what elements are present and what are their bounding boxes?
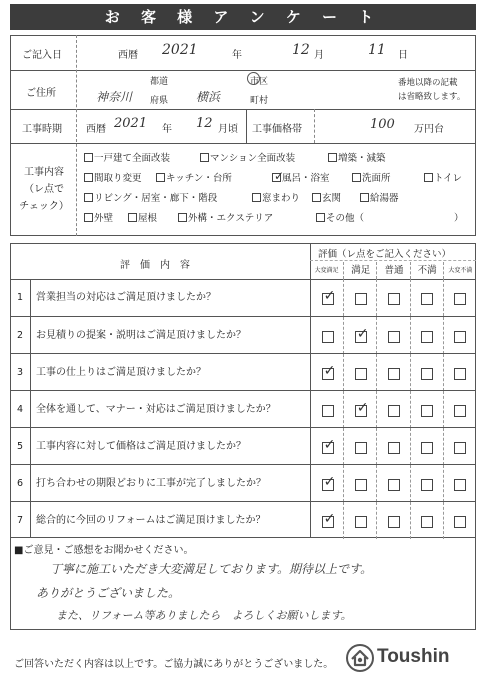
rating-checkbox[interactable] (322, 287, 336, 305)
work-option-label: キッチン・台所 (166, 173, 232, 184)
check-mark-icon: ✓ (323, 436, 336, 453)
date-day-unit: 日 (398, 50, 408, 61)
date-month-unit: 月 (314, 50, 324, 61)
rating-column-header: 不満 (410, 262, 444, 279)
address-pref-bottom: 府県 (150, 96, 169, 106)
work-label: 工事内容 （レ点で チェック） (19, 167, 69, 212)
date-era-label: 西暦 (118, 50, 138, 61)
question-number: 4 (16, 404, 24, 415)
work-option[interactable] (454, 210, 464, 224)
work-option[interactable] (252, 190, 300, 204)
rating-checkbox[interactable] (421, 442, 433, 454)
work-option-checkbox[interactable] (272, 169, 285, 183)
work-option-label: マンション全面改装 (210, 153, 296, 164)
rating-checkbox[interactable] (421, 479, 433, 491)
rating-checkbox[interactable] (388, 331, 400, 343)
rating-checkbox[interactable] (355, 479, 367, 491)
rating-checkbox[interactable] (454, 368, 466, 380)
rating-column-header: 普通 (376, 262, 410, 279)
check-mark-icon: ✓ (323, 473, 336, 490)
rating-column-header: 大変満足 (314, 267, 339, 274)
date-month-value[interactable]: 12 (292, 42, 310, 58)
table-row (10, 464, 476, 501)
rating-column-header: 満足 (343, 262, 377, 279)
work-option-checkbox[interactable] (252, 193, 261, 202)
table-row (10, 501, 476, 538)
rating-header: 評価（レ点をご記入ください） (318, 249, 452, 260)
question-text: 総合的に今回のリフォームはご満足頂けましたか？ (36, 515, 266, 526)
date-year-value[interactable]: 2021 (162, 42, 198, 58)
rating-checkbox[interactable] (421, 405, 433, 417)
question-text: 工事の仕上りはご満足頂けましたか？ (36, 367, 206, 378)
comment-line-1[interactable]: 丁寧に施工いただき大変満足しております。期待以上です。 (50, 562, 373, 576)
address-city-value[interactable]: 横浜 (196, 90, 221, 104)
work-option-label: ） (454, 213, 464, 224)
work-option-label: その他（ (326, 213, 365, 224)
work-option[interactable] (84, 190, 217, 204)
work-option[interactable] (328, 150, 386, 164)
work-option-label: 給湯器 (370, 193, 399, 204)
address-pref-value[interactable]: 神奈川 (96, 90, 133, 104)
price-unit: 万円台 (414, 124, 444, 135)
rating-checkbox[interactable] (355, 516, 367, 528)
rating-checkbox[interactable] (388, 516, 400, 528)
question-text: 全体を通して、マナー・対応はご満足頂けましたか？ (36, 404, 276, 415)
rating-checkbox[interactable] (322, 510, 336, 528)
period-month-unit: 月頃 (218, 124, 238, 135)
rating-checkbox[interactable] (454, 442, 466, 454)
table-row (10, 316, 476, 353)
rating-column-headers (310, 262, 476, 279)
rating-checkbox[interactable] (388, 368, 400, 380)
question-number: 5 (16, 441, 24, 452)
rating-checkbox[interactable] (322, 405, 334, 417)
work-option-label: リビング・居室・廊下・階段 (94, 193, 218, 204)
rating-checkbox[interactable] (421, 516, 433, 528)
question-list (10, 279, 476, 538)
brand-name: Toushin (377, 646, 450, 667)
work-option-label: トイレ (434, 173, 463, 184)
work-option-label: 窓まわり (262, 193, 301, 204)
work-option[interactable] (200, 150, 295, 164)
rating-checkbox[interactable] (454, 331, 466, 343)
work-option-checkbox[interactable] (128, 213, 137, 222)
rating-checkbox[interactable] (454, 405, 466, 417)
work-option-checkbox[interactable] (178, 213, 187, 222)
rating-checkbox[interactable] (322, 473, 336, 491)
question-number: 6 (16, 478, 24, 489)
work-option-checkbox[interactable] (424, 173, 433, 182)
price-value[interactable]: 100 (370, 117, 395, 132)
address-label: ご住所 (26, 88, 56, 99)
address-city-top: 市区 (250, 77, 269, 87)
table-row (10, 427, 476, 464)
work-option-checkbox[interactable] (84, 213, 93, 222)
question-number: 2 (16, 330, 24, 341)
question-text: 営業担当の対応はご満足頂けましたか？ (36, 292, 216, 303)
work-option-label: 外構・エクステリア (188, 213, 274, 224)
work-option[interactable] (316, 210, 364, 224)
rating-checkbox[interactable] (388, 479, 400, 491)
work-option-label: 外壁 (94, 213, 114, 224)
work-option-checkbox[interactable] (84, 173, 93, 182)
work-option[interactable] (424, 170, 462, 184)
rating-checkbox[interactable] (322, 436, 336, 454)
evaluation-header-label: 評 価 内 容 (120, 260, 190, 271)
comment-line-3[interactable]: また、リフォーム等ありましたら よろしくお願いします。 (56, 609, 352, 622)
customer-info-section (10, 35, 476, 236)
work-option-label: 間取り変更 (94, 173, 142, 184)
work-option[interactable] (156, 170, 232, 184)
rating-column-header: 大変不満 (443, 262, 477, 279)
work-option-label: 玄関 (322, 193, 342, 204)
date-label: ご記入日 (22, 50, 62, 61)
comment-line-2[interactable]: ありがとうございました。 (36, 586, 181, 600)
work-option[interactable] (178, 210, 273, 224)
question-number: 1 (16, 292, 24, 303)
rating-checkbox[interactable] (421, 331, 433, 343)
rating-checkbox[interactable] (322, 331, 334, 343)
work-option[interactable] (84, 210, 113, 224)
rating-checkbox[interactable] (388, 293, 400, 305)
work-option-checkbox[interactable] (316, 213, 325, 222)
rating-checkbox[interactable] (421, 368, 433, 380)
work-option[interactable] (352, 170, 391, 184)
work-option-checkbox[interactable] (84, 193, 93, 202)
period-year-unit: 年 (162, 124, 172, 135)
table-row (10, 279, 476, 316)
check-mark-icon: ✓ (356, 399, 369, 416)
rating-checkbox[interactable] (355, 325, 369, 343)
rating-checkbox[interactable] (322, 362, 336, 380)
work-option-checkbox[interactable] (156, 173, 165, 182)
work-option-checkbox[interactable] (200, 153, 209, 162)
price-label: 工事価格帯 (252, 124, 302, 135)
period-year-value[interactable]: 2021 (114, 116, 148, 131)
rating-checkbox[interactable] (421, 293, 433, 305)
check-mark-icon: ✓ (356, 325, 369, 342)
question-text: 工事内容に対して価格はご満足頂けましたか？ (36, 441, 246, 452)
question-text: お見積りの提案・説明はご満足頂けましたか？ (36, 330, 246, 341)
rating-checkbox[interactable] (355, 399, 369, 417)
work-option[interactable] (312, 190, 341, 204)
table-row (10, 390, 476, 427)
check-mark-icon: ✓ (323, 287, 336, 304)
rating-checkbox[interactable] (355, 293, 367, 305)
work-option-label: 洗面所 (362, 173, 391, 184)
table-row (10, 353, 476, 390)
address-city-bottom: 町村 (250, 96, 269, 106)
work-option-label: 風呂・浴室 (282, 173, 330, 184)
work-option-label: 一戸建て全面改装 (94, 153, 171, 164)
date-day-value[interactable]: 11 (368, 42, 386, 58)
rating-checkbox[interactable] (388, 442, 400, 454)
date-year-unit: 年 (232, 50, 242, 61)
period-era: 西暦 (86, 124, 106, 135)
address-pref-top: 都道 (150, 77, 169, 87)
work-option-label: 屋根 (138, 213, 158, 224)
rating-checkbox[interactable] (355, 442, 367, 454)
work-option-checkbox[interactable] (328, 153, 337, 162)
work-option-checkbox[interactable] (84, 153, 93, 162)
work-option-checkbox[interactable] (352, 173, 361, 182)
period-month-value[interactable]: 12 (196, 116, 213, 131)
work-option-checkbox[interactable] (312, 193, 321, 202)
work-option-label: 増築・減築 (338, 153, 386, 164)
question-number: 7 (16, 515, 24, 526)
work-option[interactable] (360, 190, 399, 204)
house-logo-icon (346, 644, 374, 672)
check-mark-icon: ✓ (323, 510, 336, 527)
comments-label: ■ご意見・ご感想をお聞かせください。 (14, 545, 194, 556)
rating-checkbox[interactable] (454, 516, 466, 528)
rating-checkbox[interactable] (388, 405, 400, 417)
question-text: 打ち合わせの期限どおりに工事が完了しましたか？ (36, 478, 266, 489)
survey-title: お 客 様 ア ン ケ ー ト (10, 4, 476, 30)
work-option-checkbox[interactable] (360, 193, 369, 202)
work-option[interactable] (128, 210, 157, 224)
rating-checkbox[interactable] (454, 293, 466, 305)
address-note: 番地以降の記載 は省略致します。 (398, 78, 466, 102)
work-option[interactable] (84, 150, 170, 164)
address-city-circle (247, 72, 260, 85)
work-option[interactable] (84, 170, 142, 184)
brand-logo (346, 643, 474, 673)
check-mark-icon: ✓ (274, 169, 285, 183)
work-option[interactable] (272, 170, 330, 184)
question-number: 3 (16, 367, 24, 378)
rating-checkbox[interactable] (454, 479, 466, 491)
check-mark-icon: ✓ (323, 362, 336, 379)
rating-checkbox[interactable] (355, 368, 367, 380)
period-label: 工事時期 (22, 124, 62, 135)
footer-text: ご回答いただく内容は以上です。ご協力誠にありがとうございました。 (14, 659, 334, 670)
